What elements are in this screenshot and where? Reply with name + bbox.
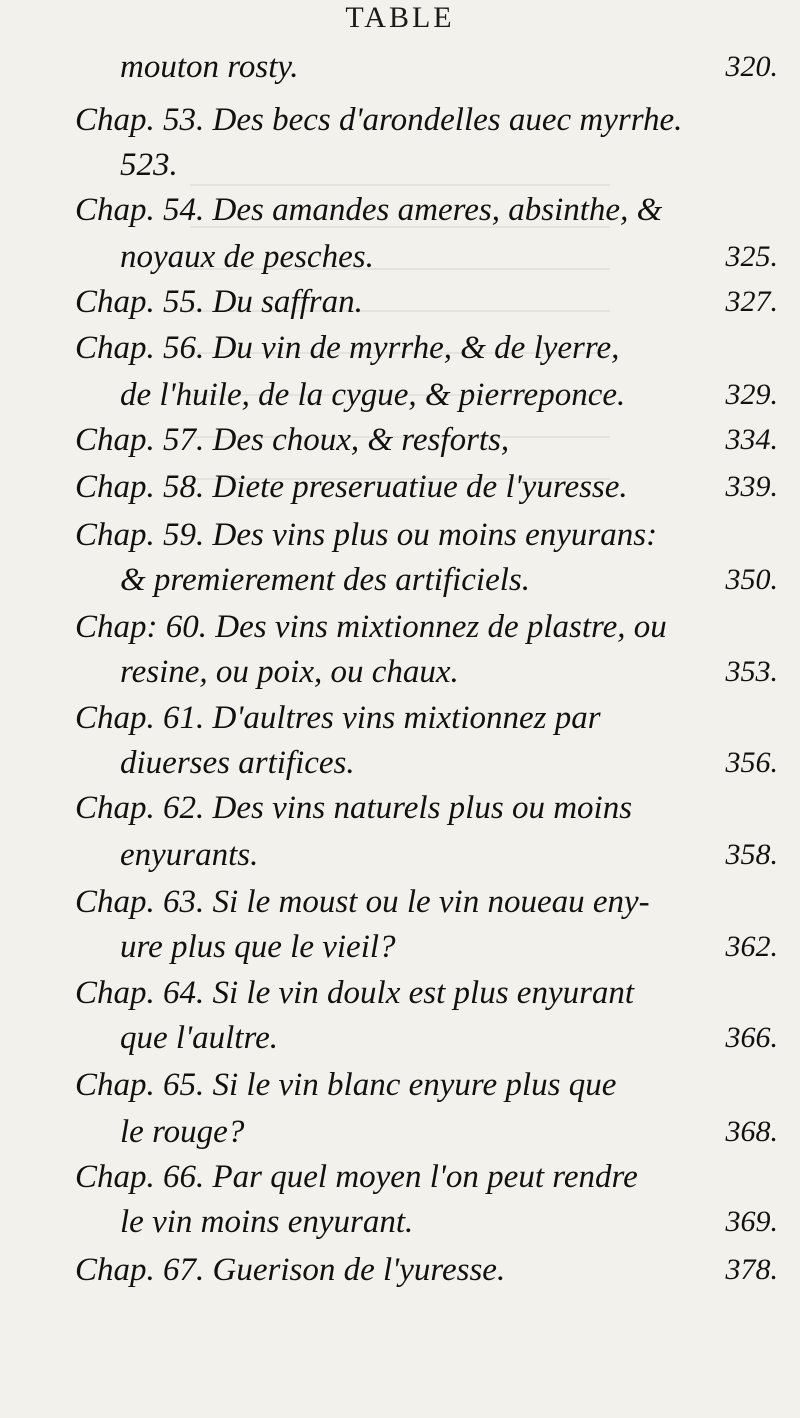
toc-text: Chap. 57. Des choux, & resforts,	[75, 422, 510, 458]
toc-page: 353.	[725, 655, 778, 688]
toc-line	[0, 922, 800, 972]
toc-line	[0, 877, 800, 927]
toc-page: 369.	[725, 1205, 778, 1238]
toc-line	[0, 555, 800, 605]
toc-text: Chap. 66. Par quel moyen l'on peut rendre	[75, 1159, 638, 1195]
toc-text: 523.	[120, 147, 178, 183]
toc-text: le rouge?	[120, 1114, 245, 1150]
page-header: TABLE	[345, 1, 455, 34]
toc-line	[0, 95, 800, 145]
toc-page: 366.	[725, 1021, 778, 1054]
toc-line	[0, 462, 800, 512]
toc-text: que l'aultre.	[120, 1020, 278, 1056]
toc-line	[0, 323, 800, 373]
toc-page: 327.	[725, 285, 778, 318]
toc-line	[0, 370, 800, 420]
toc-text: Chap: 60. Des vins mixtionnez de plastre, ou	[75, 609, 667, 645]
toc-page: 368.	[725, 1115, 778, 1148]
toc-text: Chap. 53. Des becs d'arondelles auec myrrhe.	[75, 102, 683, 138]
toc-line	[0, 185, 800, 235]
toc-text: mouton rosty.	[120, 49, 299, 85]
toc-text: Chap. 59. Des vins plus ou moins enyurans:	[75, 517, 658, 553]
toc-text: Chap. 62. Des vins naturels plus ou moins	[75, 790, 633, 826]
toc-line	[0, 602, 800, 652]
toc-text: le vin moins enyurant.	[120, 1204, 414, 1240]
toc-text: Chap. 67. Guerison de l'yuresse.	[75, 1252, 506, 1288]
toc-page: 358.	[725, 838, 778, 871]
toc-text: noyaux de pesches.	[120, 239, 374, 275]
toc-text: Chap. 54. Des amandes ameres, absinthe, &	[75, 192, 663, 228]
toc-text: diuerses artifices.	[120, 745, 355, 781]
toc-text: Chap. 65. Si le vin blanc enyure plus que	[75, 1067, 617, 1103]
toc-line	[0, 510, 800, 560]
toc-page: 334.	[725, 423, 778, 456]
toc-line	[0, 140, 800, 190]
toc-page: 378.	[725, 1253, 778, 1286]
toc-line	[0, 968, 800, 1018]
toc-line	[0, 232, 800, 282]
toc-text: enyurants.	[120, 837, 259, 873]
toc-page: 362.	[725, 930, 778, 963]
toc-page: 350.	[725, 563, 778, 596]
toc-page: 320.	[725, 50, 778, 83]
toc-line	[0, 1197, 800, 1247]
toc-line	[0, 415, 800, 465]
toc-page: 339.	[725, 470, 778, 503]
toc-line	[0, 783, 800, 833]
toc-text: resine, ou poix, ou chaux.	[120, 654, 459, 690]
toc-line	[0, 693, 800, 743]
toc-text: ure plus que le vieil?	[120, 929, 396, 965]
toc-text: Chap. 61. D'aultres vins mixtionnez par	[75, 700, 601, 736]
toc-line	[0, 1152, 800, 1202]
toc-text: de l'huile, de la cygue, & pierreponce.	[120, 377, 626, 413]
toc-text: Chap. 55. Du saffran.	[75, 284, 363, 320]
toc-page: 329.	[725, 378, 778, 411]
toc-line	[0, 830, 800, 880]
toc-line	[0, 277, 800, 327]
toc-text: Chap. 58. Diete preseruatiue de l'yuresse.	[75, 469, 628, 505]
toc-text: Chap. 63. Si le moust ou le vin noueau eny-	[75, 884, 650, 920]
toc-line	[0, 738, 800, 788]
toc-text: Chap. 56. Du vin de myrrhe, & de lyerre,	[75, 330, 620, 366]
toc-page: 356.	[725, 746, 778, 779]
toc-line	[0, 1013, 800, 1063]
toc-text: & premierement des artificiels.	[120, 562, 530, 598]
toc-line	[0, 1107, 800, 1157]
toc-line	[0, 1060, 800, 1110]
toc-page: 325.	[725, 240, 778, 273]
toc-line	[0, 647, 800, 697]
toc-line	[0, 42, 800, 92]
toc-text: Chap. 64. Si le vin doulx est plus enyurant	[75, 975, 635, 1011]
toc-line	[0, 1245, 800, 1295]
